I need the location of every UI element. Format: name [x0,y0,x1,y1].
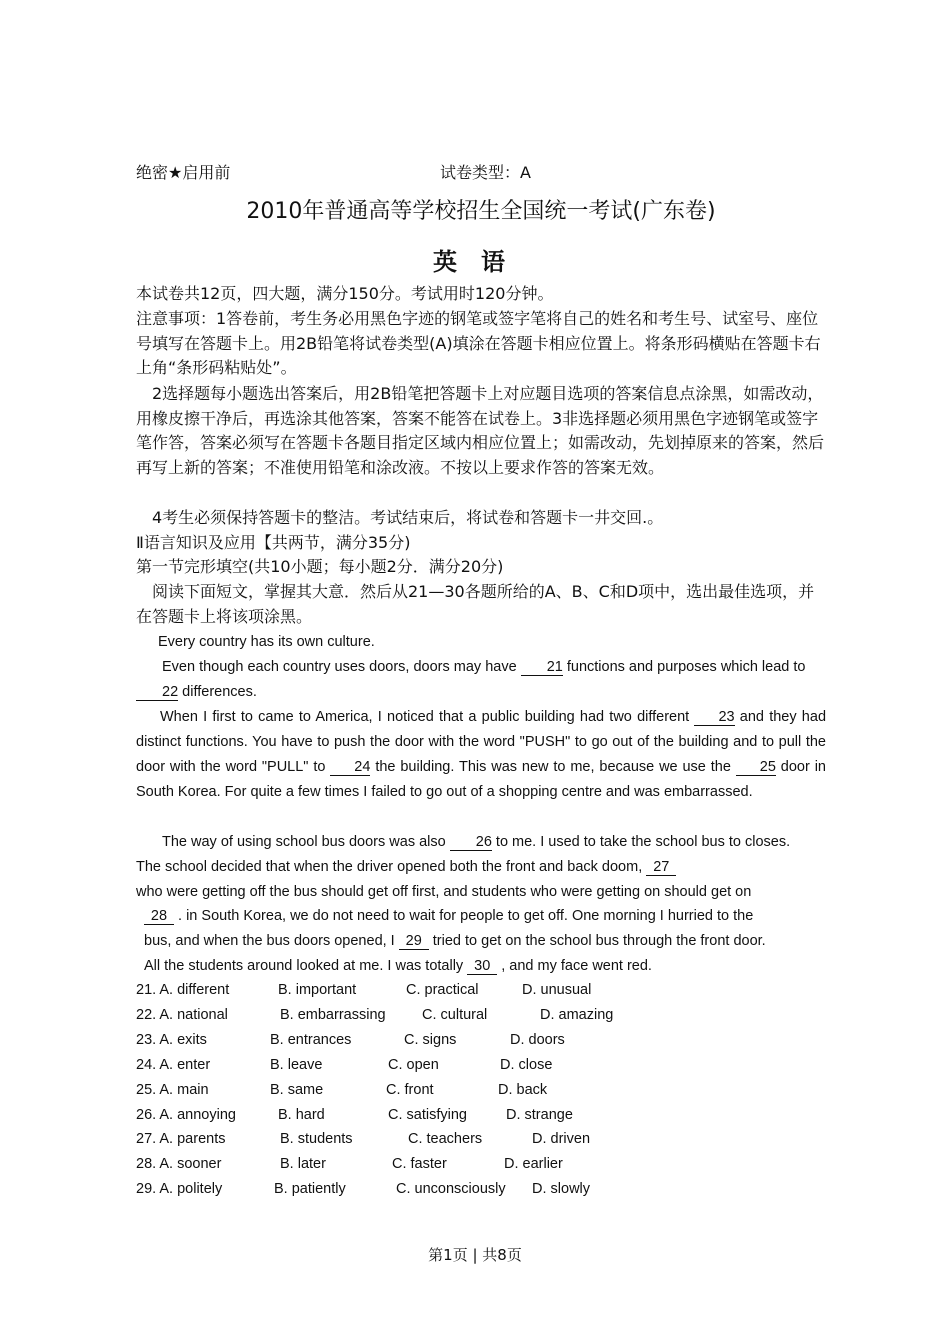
option-a: 26. A. annoying [136,1107,236,1123]
passage-p2 [136,655,826,705]
blank-30: 30 [467,958,497,975]
passage-text: When I first to came to America, I noticed that a public building had two different [160,709,690,725]
passage-p1 [136,630,826,655]
passage-text: Every country has its own culture. [158,634,375,650]
passage-p4-line5 [144,929,826,954]
option-d: D. strange [506,1107,573,1123]
option-c: C. practical [406,982,479,998]
blank-28: 28 [144,908,174,925]
passage-text: The way of using school bus doors was also [162,834,446,850]
blank-24: 24 [330,759,370,776]
option-c: C. unconsciously [396,1181,506,1197]
passage-text: tried to get on the school bus through the front door. [432,933,766,949]
note-2: 2选择题每小题选出答案后，用2B铅笔把答题卡上对应题目选项的答案信息点涂黑，如需改动，用橡皮擦干净后，再选涂其他答案，答案不能答在试卷上。3非选择题必须用黑色字迹钢笔或签字笔作答，答案必须写在答题卡各题目指定区域内相应位置上；如需改动，先划掉原来的答案，然后再写上新的答案；不准使用铅笔和涂改液。不按以上要求作答的答案无效。 [136,384,825,477]
option-b: B. same [270,1082,324,1098]
passage-text: differences. [182,684,257,700]
confidential-mark: 绝密★启用前 [136,163,231,182]
blank-26: 26 [450,834,492,851]
section-part: Ⅱ语言知识及应用【共两节，满分35分) [136,533,411,552]
passage-text: and they had distinct functions. You have to push the door with the word "PUSH" to go out of the building and to pull the door with the word "PULL" to [136,709,827,775]
option-a: 29. A. politely [136,1181,223,1197]
passage-p3 [136,705,826,805]
blank-23: 23 [694,709,734,726]
blank-21: 21 [521,659,563,676]
directions: 阅读下面短文，掌握其大意．然后从21—30各题所给的A、B、C和D项中，选出最佳选项，并在答题卡上将该项涂黑。 [136,582,815,626]
option-b: B. important [278,982,357,998]
passage-text: , and my face went red. [501,958,652,974]
passage-p4-line4 [144,904,826,929]
passage-text: All the students around looked at me. I was totally [144,958,464,974]
passage-p4-line6 [144,954,826,979]
option-b: B. later [280,1156,326,1172]
passage-text: bus, and when the bus doors opened, I [144,933,395,949]
option-c: C. front [386,1082,434,1098]
option-d: D. amazing [540,1007,614,1023]
passage-text: . in South Korea, we do not need to wait for people to get off. One morning I hurried to the [178,908,754,924]
intro-text: 本试卷共12页，四大题，满分150分。考试用时120分钟。 [136,284,554,303]
blank-27: 27 [646,859,676,876]
option-c: C. satisfying [388,1107,467,1123]
passage-text: functions and purposes which lead to [566,659,806,675]
option-b: B. hard [278,1107,325,1123]
option-c: C. open [388,1057,439,1073]
option-d: D. earlier [504,1156,563,1172]
note-4: 4考生必须保持答题卡的整洁。考试结束后，将试卷和答题卡一井交回.。 [152,508,664,527]
note-1: 注意事项：1答卷前，考生务必用黑色字迹的钢笔或签字笔将自己的姓名和考生号、试室号、座位号填写在答题卡上。用2B铅笔将试卷类型(A)填涂在答题卡相应位置上。将条形码横贴在答题卡右上角“条形码粘贴处”。 [136,309,821,377]
blank-25: 25 [736,759,776,776]
option-a: 22. A. national [136,1007,228,1023]
subject-title: 英语 [433,248,529,276]
option-b: B. students [280,1131,353,1147]
option-c: C. signs [404,1032,457,1048]
passage-text: to me. I used to take the school bus to closes. [495,834,791,850]
blank-22: 22 [136,684,178,701]
option-d: D. unusual [522,982,592,998]
option-d: D. close [500,1057,553,1073]
option-b: B. patiently [274,1181,346,1197]
passage-text: door in South Korea. For quite a few times I failed to go out of a shopping centre and was embarrassed. [136,759,826,800]
option-a: 23. A. exits [136,1032,207,1048]
option-c: C. cultural [422,1007,488,1023]
option-d: D. driven [532,1131,591,1147]
option-a: 27. A. parents [136,1131,226,1147]
passage-p4-line3 [136,880,826,905]
option-b: B. entrances [270,1032,352,1048]
option-a: 28. A. sooner [136,1156,222,1172]
passage-p4-line2 [136,855,826,880]
blank-29: 29 [399,933,429,950]
option-d: D. doors [510,1032,565,1048]
passage-text: The school decided that when the driver opened both the front and back doom, [136,859,643,875]
exam-title: 2010年普通高等学校招生全国统一考试(广东卷) [246,199,716,224]
passage-text: Even though each country uses doors, doors may have [162,659,517,675]
option-b: B. embarrassing [280,1007,386,1023]
option-b: B. leave [270,1057,323,1073]
option-a: 21. A. different [136,982,230,998]
option-d: D. slowly [532,1181,591,1197]
option-c: C. faster [392,1156,447,1172]
subsection-title: 第一节完形填空(共10小题；每小题2分．满分20分) [136,557,504,576]
passage-text: who were getting off the bus should get off first, and students who were getting on should get on [136,884,752,900]
passage-p4 [136,830,826,855]
option-c: C. teachers [408,1131,483,1147]
option-d: D. back [498,1082,548,1098]
paper-type: 试卷类型：A [440,163,531,182]
option-a: 24. A. enter [136,1057,211,1073]
option-a: 25. A. main [136,1082,209,1098]
page-footer: 第1页 | 共8页 [428,1246,522,1264]
passage-text: the building. This was new to me, because we use the [375,759,731,775]
